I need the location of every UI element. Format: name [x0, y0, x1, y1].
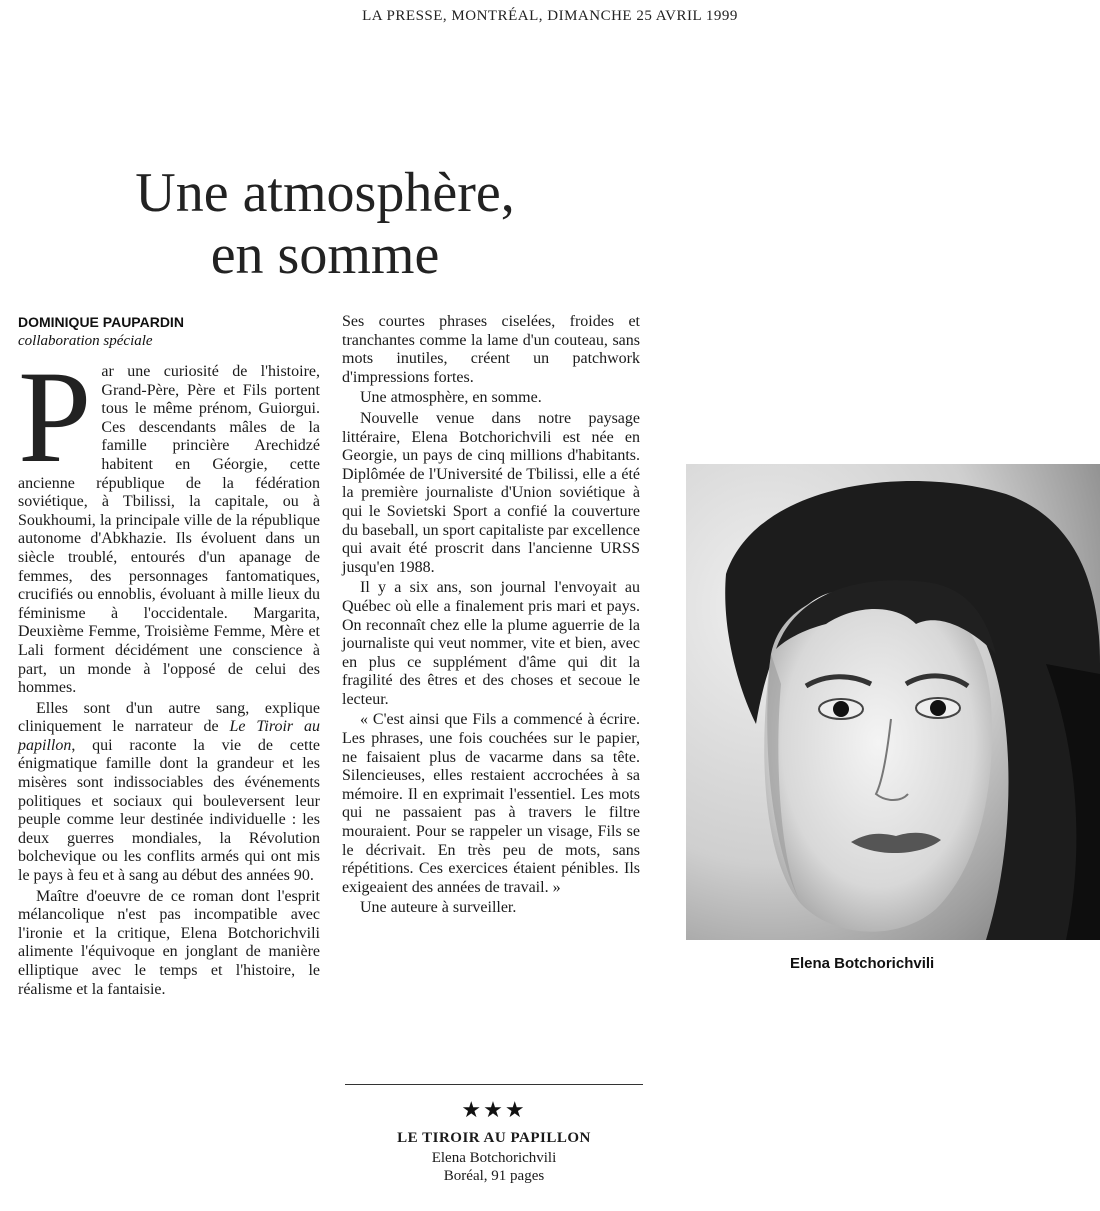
review-book-title: LE TIROIR AU PAPILLON: [397, 1130, 591, 1146]
paragraph-6: Nouvelle venue dans notre paysage littéraire, Elena Botchorichvili est née en Georgie, un pays de cinq millions d'habitants. Diplômée de l'Université de Tbilissi, elle a été la première journaliste d'Union soviétique à qui le Sovietski Sport a confié la couverture du baseball, un sport capitaliste par excellence qui avait été proscrit dans l'ancienne URSS jusqu'en 1988.: [342, 409, 640, 576]
paragraph-1-text: ar une curiosité de l'histoire, Grand-Père, Père et Fils portent tous le même prénom, Guiorgui. Ces descendants mâles de la famille princière Arechidzé habitent en Géorgie, cette ancienne république de la fédération soviétique, à Tbilissi, la capitale, ou à Soukhoumi, la principale ville de la république autonome d'Abkhazie. Ils évoluent dans un siècle troublé, entourés d'un apanage de femmes, des personnages fantomatiques, crucifiés ou ennoblis, évoluant à mille lieux du féminisme à l'occidentale. Margarita, Deuxième Femme, Troisième Femme, Mère et Lali forment décidément une conscience à part, un monde à l'opposé de celui des hommes.: [18, 363, 320, 697]
paragraph-8: « C'est ainsi que Fils a commencé à écrire. Les phrases, une fois couchées sur le papier, ne faisaient plus de vacarme dans sa tête. Silencieuses, elles restaient accrochées à sa mémoire. Il en exprimait l'essentiel. Les mots qui ne passaient pas à travers le filtre mouraient. Pour se rappeler un visage, Fils se le décrivait. En très peu de mots, sans répétitions. Ces exercices étaient pénibles. Ils exigeaient des années de travail. »: [342, 711, 640, 896]
author-portrait-image: [686, 464, 1100, 940]
paragraph-2-text-b: , qui raconte la vie de cette énigmatique famille dont la grandeur et les misères sont indissociables des événements politiques et sociaux qui bouleversent leur peuple comme leur destinée individuelle : les deux guerres mondiales, la Révolution bolchevique ou les conflits armés qui ont mis le pays à feu et à sang au début des années 90.: [18, 736, 320, 885]
review-author: Elena Botchorichvili: [431, 1150, 557, 1166]
byline-role: collaboration spéciale: [18, 333, 153, 349]
headline: [40, 162, 610, 286]
headline-line-2: en somme: [210, 224, 440, 286]
article-column-2: [342, 313, 640, 920]
review-divider: [345, 1084, 643, 1085]
photo-caption: Elena Botchorichvili: [790, 955, 935, 972]
paragraph-3: Maître d'oeuvre de ce roman dont l'esprit mélancolique n'est pas incompatible avec l'ironie et la critique, Elena Botchorichvili alimente l'équivoque en jonglant de manière elliptique avec le temps et l'histoire, le réalisme et la fantaisie.: [18, 887, 320, 998]
rating-stars: ★★★: [461, 1098, 527, 1123]
article-column-1: [18, 343, 321, 1001]
review-publisher: Boréal, 91 pages: [443, 1168, 545, 1184]
paragraph-5: Une atmosphère, en somme.: [360, 389, 542, 407]
paragraph-1: [18, 343, 320, 698]
paragraph-2: [18, 700, 320, 886]
masthead: LA PRESSE, MONTRÉAL, DIMANCHE 25 AVRIL 1999: [362, 8, 738, 24]
headline-line-1: Une atmosphère,: [135, 162, 515, 224]
author-photo: [686, 464, 1100, 940]
byline-name: DOMINIQUE PAUPARDIN: [18, 314, 184, 330]
book-title-inline: Le Tiroir au papillon: [18, 718, 321, 754]
paragraph-2-text-a: Elles sont d'un autre sang, explique cliniquement le narrateur de: [18, 699, 320, 736]
paragraph-9: Une auteure à surveiller.: [360, 899, 517, 917]
paragraph-7: Il y a six ans, son journal l'envoyait au Québec où elle a finalement pris mari et pays. On reconnaît chez elle la plume aguerrie de la journaliste qui veut nommer, vite et bien, avec en plus ce supplément d'âme qui dit la fragilité des êtres et des choses et secoue le lecteur.: [342, 579, 640, 708]
paragraph-4: Ses courtes phrases ciselées, froides et tranchantes comme la lame d'un couteau, sans mots inutiles, créent un patchwork d'impressions fortes.: [342, 313, 640, 386]
drop-cap: P: [18, 343, 92, 490]
